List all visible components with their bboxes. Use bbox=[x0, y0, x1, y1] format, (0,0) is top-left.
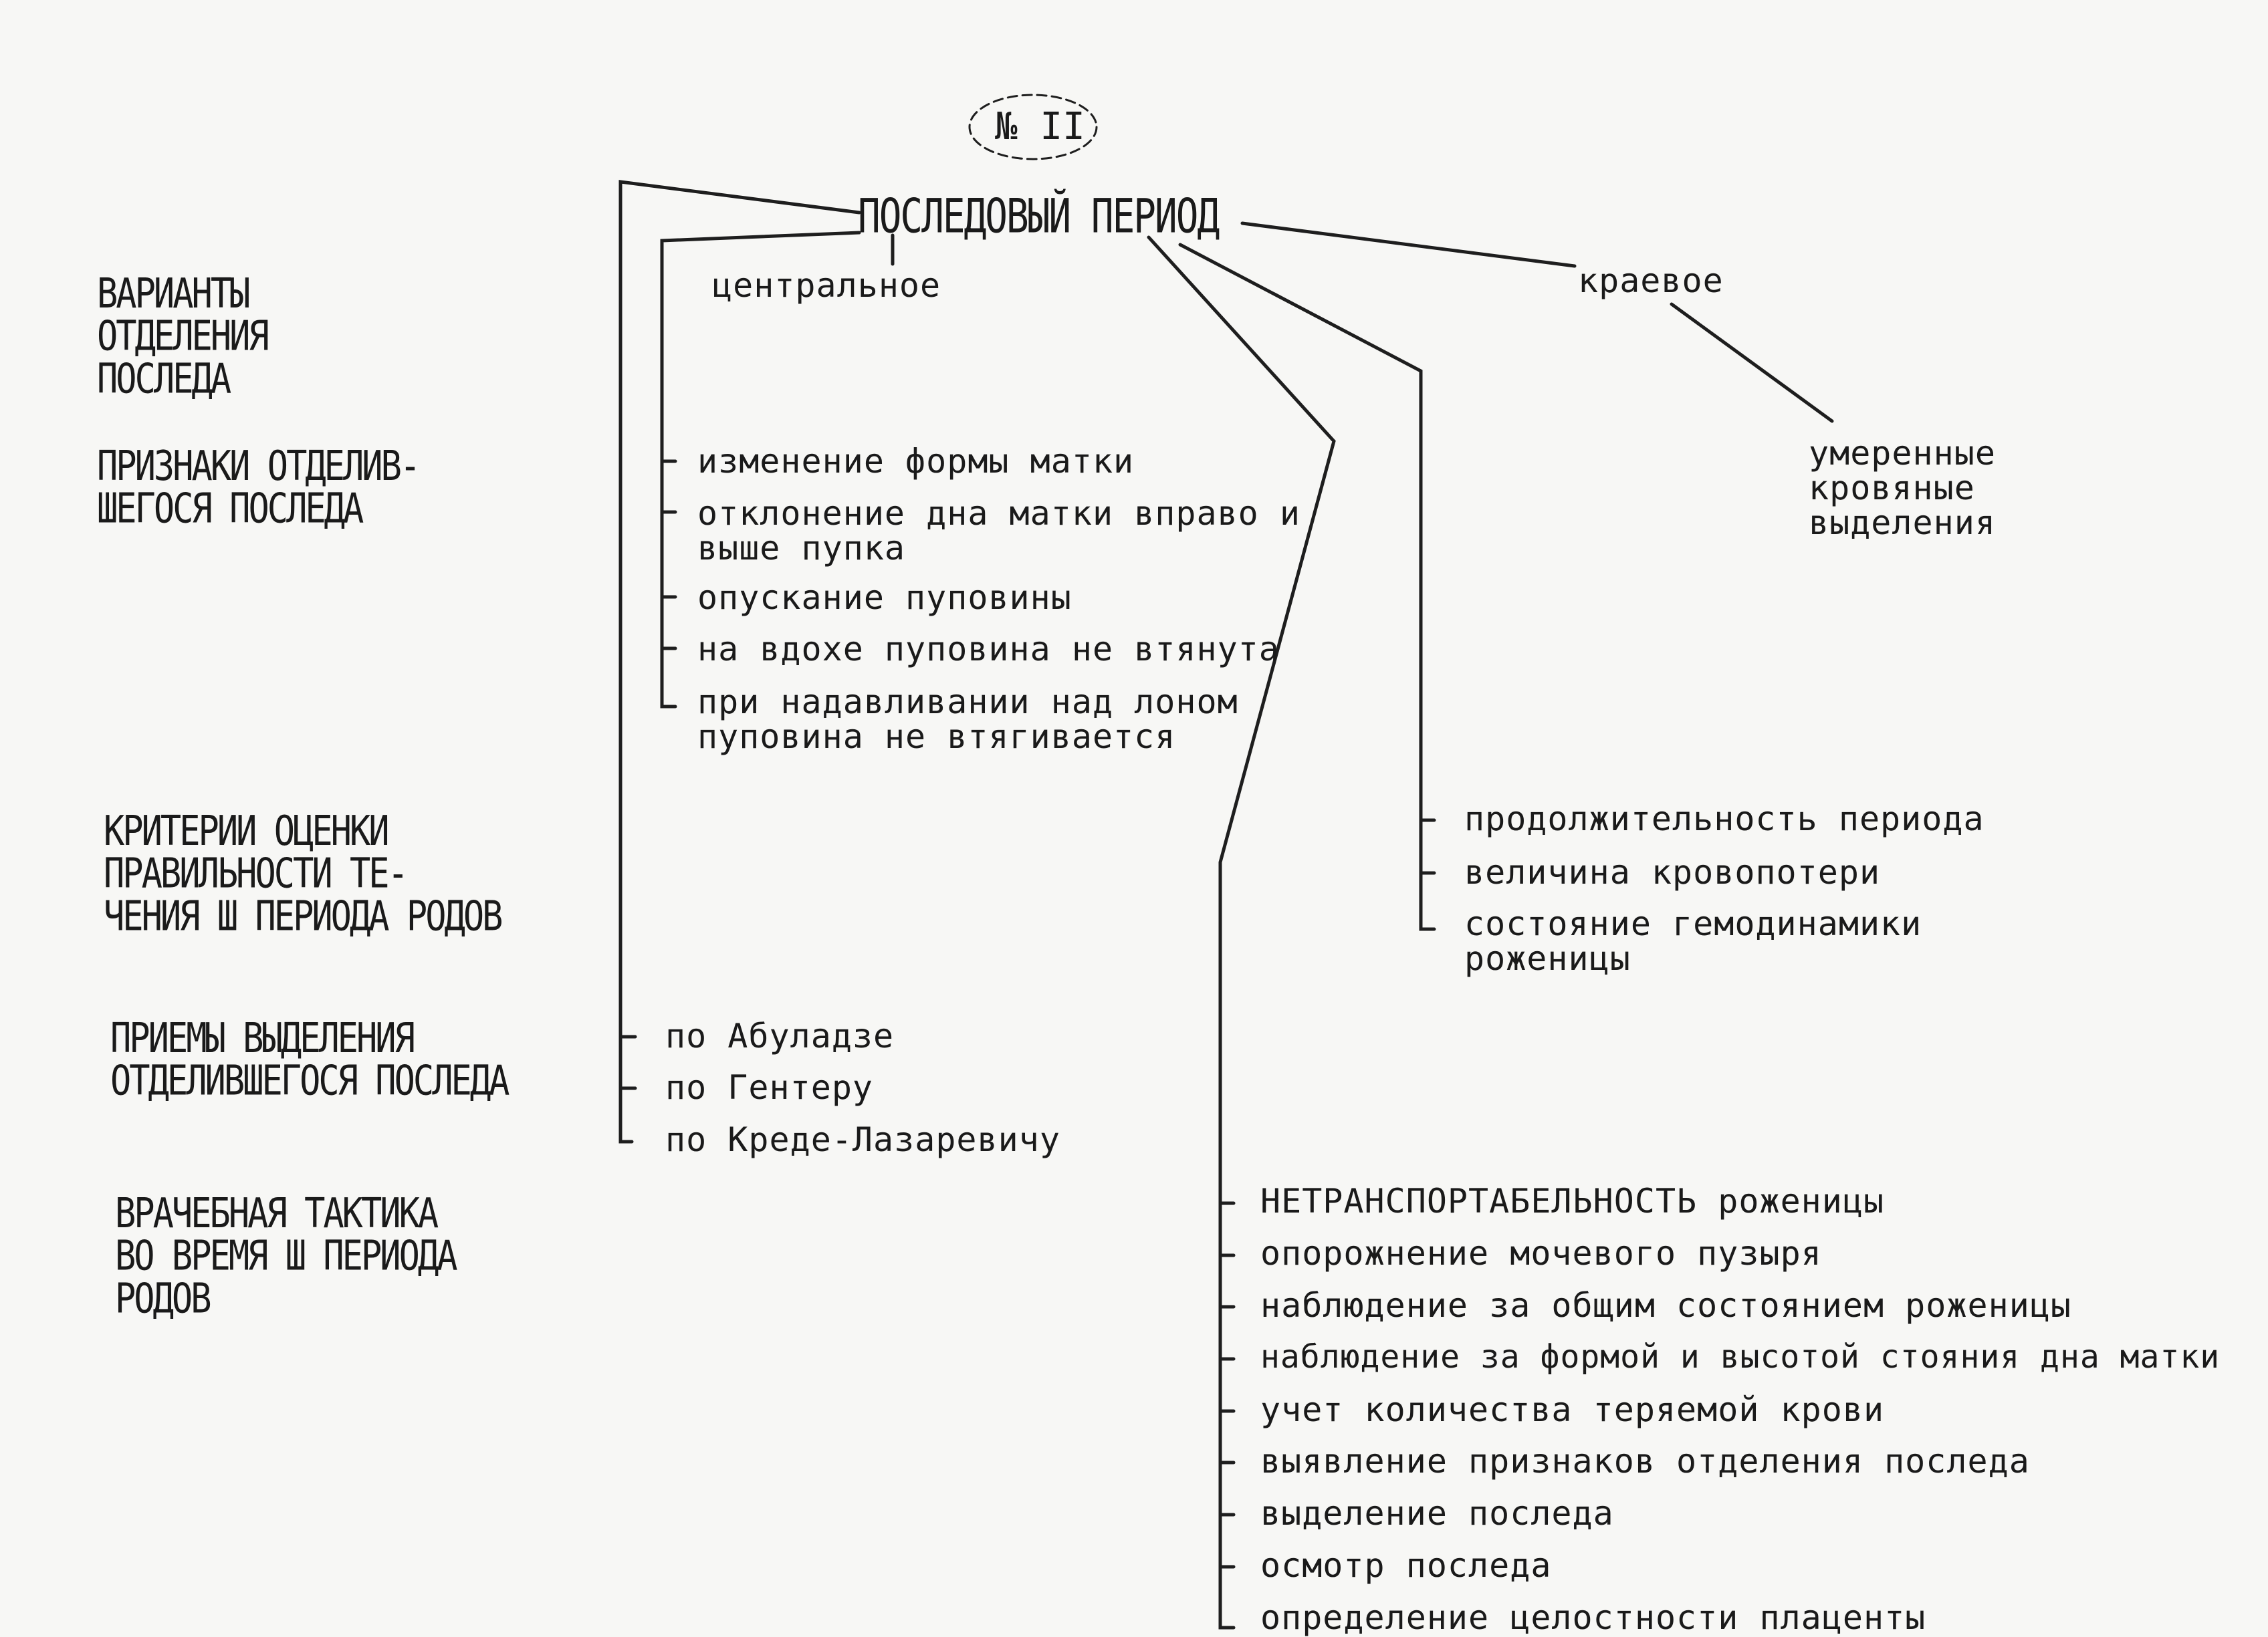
variant-central: центральное bbox=[712, 266, 941, 305]
diagram-title: ПОСЛЕДОВЫЙ ПЕРИОД bbox=[858, 189, 1219, 244]
sign-item: отклонение дна матки вправо и выше пупка bbox=[697, 494, 1300, 568]
tactic-item: наблюдение за общим состоянием роженицы bbox=[1260, 1286, 2071, 1325]
connector-marginal bbox=[1242, 223, 1575, 266]
sign-item: изменение формы матки bbox=[697, 442, 1135, 481]
label-criteria: КРИТЕРИИ ОЦЕНКИ ПРАВИЛЬНОСТИ ТЕ- ЧЕНИЯ Ш ПЕРИОДА РОДОВ bbox=[104, 807, 501, 940]
tactic-item: выделение последа bbox=[1260, 1494, 1614, 1533]
tactic-item: выявление признаков отделения последа bbox=[1260, 1442, 2030, 1481]
method-item: по Гентеру bbox=[665, 1068, 874, 1107]
label-signs: ПРИЗНАКИ ОТДЕЛИВ- ШЕГОСЯ ПОСЛЕДА bbox=[97, 443, 419, 533]
method-item: по Абуладзе bbox=[665, 1017, 895, 1055]
tactic-item: опорожнение мочевого пузыря bbox=[1260, 1234, 1822, 1273]
criteria-item: величина кровопотери bbox=[1464, 853, 1881, 892]
sign-item: на вдохе пуповина не втянута bbox=[697, 630, 1280, 668]
tactic-item: НЕТРАНСПОРТАБЕЛЬНОСТЬ роженицы bbox=[1260, 1182, 1885, 1221]
tactic-item: определение целостности плаценты bbox=[1260, 1598, 1926, 1637]
tactic-item: осмотр последа bbox=[1260, 1546, 1552, 1585]
label-methods: ПРИЕМЫ ВЫДЕЛЕНИЯ ОТДЕЛИВШЕГОСЯ ПОСЛЕДА bbox=[110, 1015, 508, 1105]
variant-marginal: краевое bbox=[1578, 261, 1724, 300]
tactic-item: учет количества теряемой крови bbox=[1260, 1390, 1885, 1429]
sign-item: при надавливании над лоном пуповина не втягивается bbox=[697, 682, 1238, 756]
label-variants: ВАРИАНТЫ ОТДЕЛЕНИЯ ПОСЛЕДА bbox=[97, 270, 267, 403]
sign-item: опускание пуповины bbox=[697, 578, 1072, 617]
criteria-item: продолжительность периода bbox=[1464, 799, 1984, 838]
variant-marginal-note: умеренные кровяные выделения bbox=[1809, 434, 1996, 542]
method-item: по Креде-Лазаревичу bbox=[665, 1120, 1060, 1159]
label-tactics: ВРАЧЕБНАЯ ТАКТИКА ВО ВРЕМЯ Ш ПЕРИОДА РОДОВ bbox=[115, 1190, 456, 1323]
criteria-item: состояние гемодинамики роженицы bbox=[1464, 904, 1922, 978]
tactic-item: наблюдение за формой и высотой стояния дна матки bbox=[1260, 1338, 2221, 1376]
diagram-number: № II bbox=[995, 105, 1085, 148]
connector-marginal-note bbox=[1672, 304, 1832, 421]
connector-criteria bbox=[1180, 245, 1434, 929]
